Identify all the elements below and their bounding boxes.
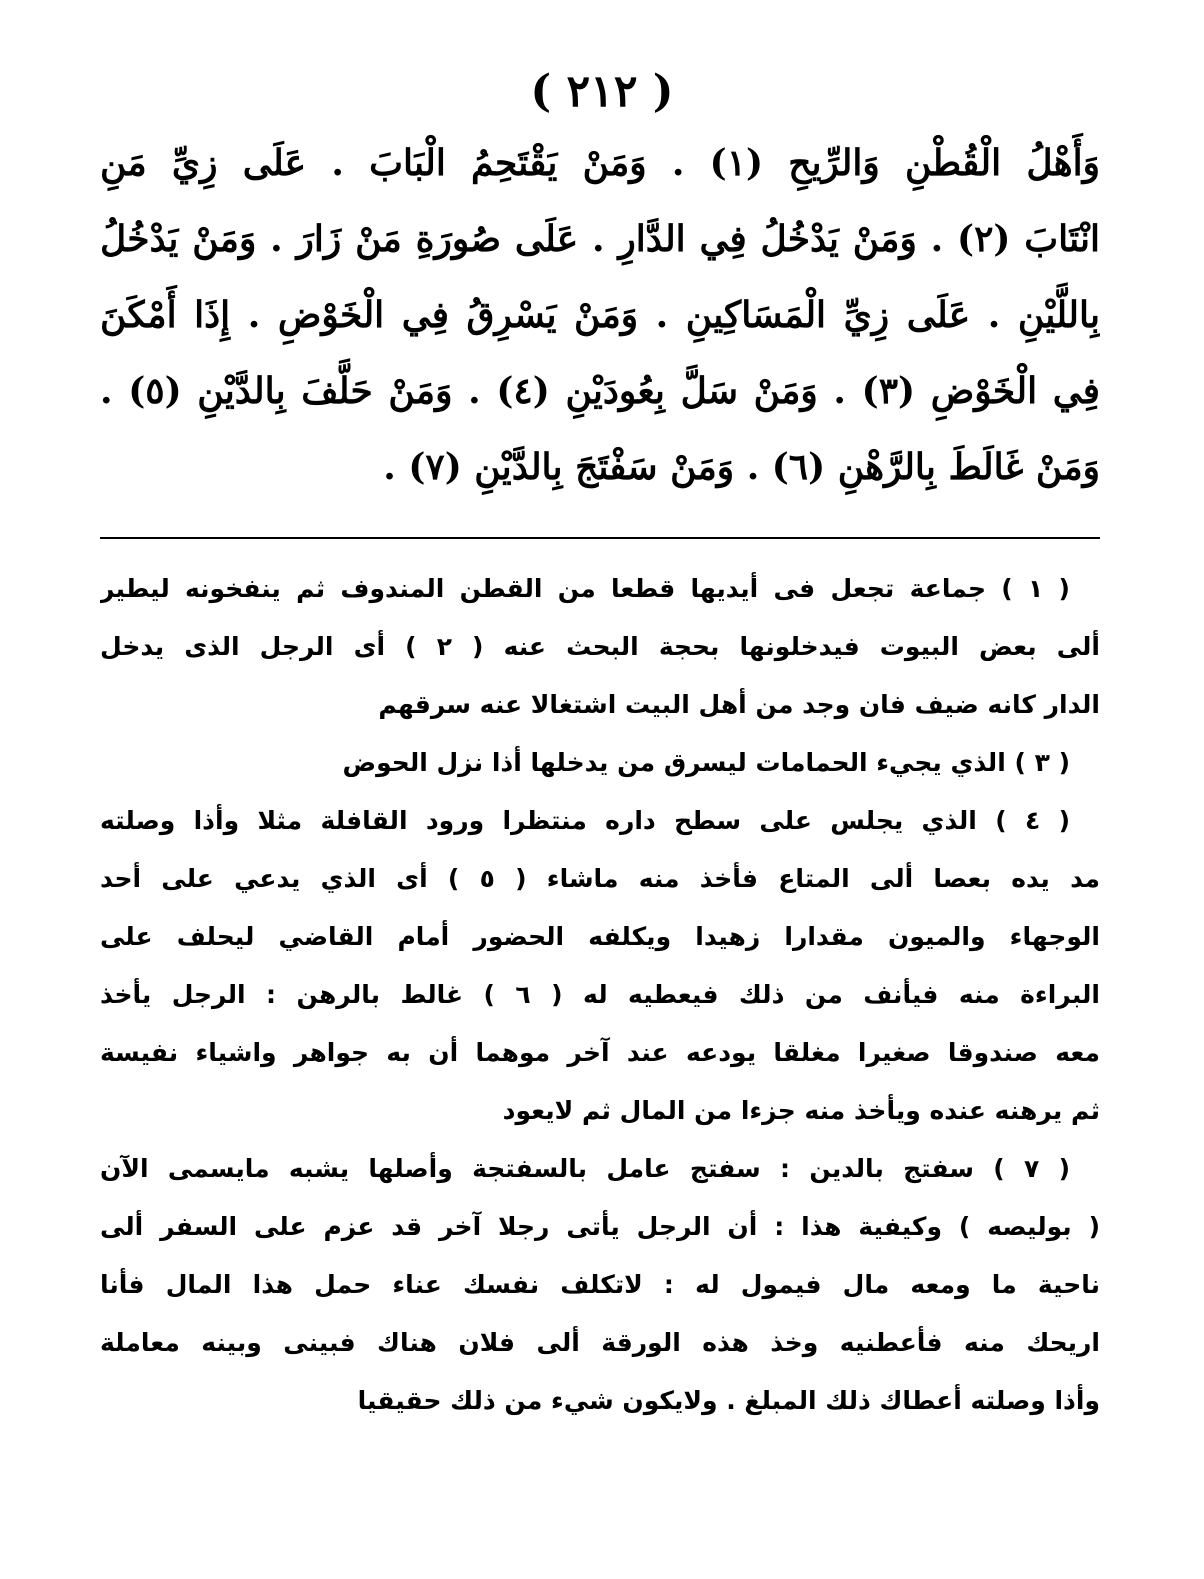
main-text-line: انْتَابَ (٢) . وَمَنْ يَدْخُلُ فِي الدَّارِ . عَلَى صُورَةِ مَنْ زَارَ . وَمَنْ يَدْخُلُ	[100, 218, 1100, 260]
footnote-line: مد يده بعصا ألى المتاع فأخذ منه ماشاء ( ٥ ) أى الذي يدعي على أحد	[100, 864, 1100, 893]
footnote-line: ( ٧ ) سفتج بالدين : سفتج عامل بالسفتجة وأصلها يشبه مايسمى الآن	[100, 1154, 1071, 1183]
footnote-line: ثم يرهنه عنده ويأخذ منه جزءا من المال ثم لايعود	[502, 1096, 1100, 1125]
footnote-line: ( ١ ) جماعة تجعل فى أيديها قطعا من القطن المندوف ثم ينفخونه ليطير	[100, 574, 1070, 603]
main-text-line: وَمَنْ غَالَطَ بِالرَّهْنِ (٦) . وَمَنْ سَفْتَجَ بِالدَّيْنِ (٧) .	[383, 446, 1100, 488]
footnotes-block	[100, 560, 1100, 1430]
footnote-line: البراءة منه فيأنف من ذلك فيعطيه له ( ٦ ) غالط بالرهن : الرجل يأخذ	[100, 980, 1100, 1009]
footnote-line: اريحك منه فأعطنيه وخذ هذه الورقة ألى فلان هناك فبينى وبينه معاملة	[100, 1328, 1100, 1357]
footnote-line: ناحية ما ومعه مال فيمول له : لاتكلف نفسك عناء حمل هذا المال فأنا	[100, 1270, 1100, 1299]
footnote-line: وأذا وصلته أعطاك ذلك المبلغ . ولايكون شيء من ذلك حقيقيا	[357, 1386, 1100, 1415]
footnote-line: ألى بعض البيوت فيدخلونها بحجة البحث عنه ( ٢ ) أى الرجل الذى يدخل	[100, 632, 1100, 661]
footnote-line: الوجهاء والميون مقدارا زهيدا ويكلفه الحضور أمام القاضي ليحلف على	[100, 922, 1100, 951]
main-text-line: وَأَهْلُ الْقُطْنِ وَالرِّيحِ (١) . وَمَنْ يَقْتَحِمُ الْبَابَ . عَلَى زِيِّ مَنِ	[100, 142, 1100, 184]
footnote-line: الدار كانه ضيف فان وجد من أهل البيت اشتغالا عنه سرقهم	[378, 690, 1100, 719]
footnote-line: ( ٣ ) الذي يجيء الحمامات ليسرق من يدخلها أذا نزل الحوض	[342, 748, 1070, 777]
footnote-line: ( ٤ ) الذي يجلس على سطح داره منتظرا ورود القافلة مثلا وأذا وصلته	[100, 806, 1070, 835]
footnote-divider	[100, 537, 1100, 539]
main-text-line: بِاللَّيْنِ . عَلَى زِيِّ الْمَسَاكِينِ . وَمَنْ يَسْرِقُ فِي الْخَوْضِ . إِذَا أَمْكَنَ	[100, 294, 1100, 336]
footnote-line: ( بوليصه ) وكيفية هذا : أن الرجل يأتى رجلا آخر قد عزم على السفر ألى	[100, 1212, 1100, 1241]
main-text-block	[100, 125, 1100, 505]
main-text-line: فِي الْخَوْضِ (٣) . وَمَنْ سَلَّ بِعُودَيْنِ (٤) . وَمَنْ حَلَّفَ بِالدَّيْنِ (٥) .	[100, 370, 1100, 412]
page-number: ( ٢١٢ )	[530, 66, 674, 117]
footnote-line: معه صندوقا صغيرا مغلقا يودعه عند آخر موهما أن به جواهر واشياء نفيسة	[100, 1038, 1100, 1067]
